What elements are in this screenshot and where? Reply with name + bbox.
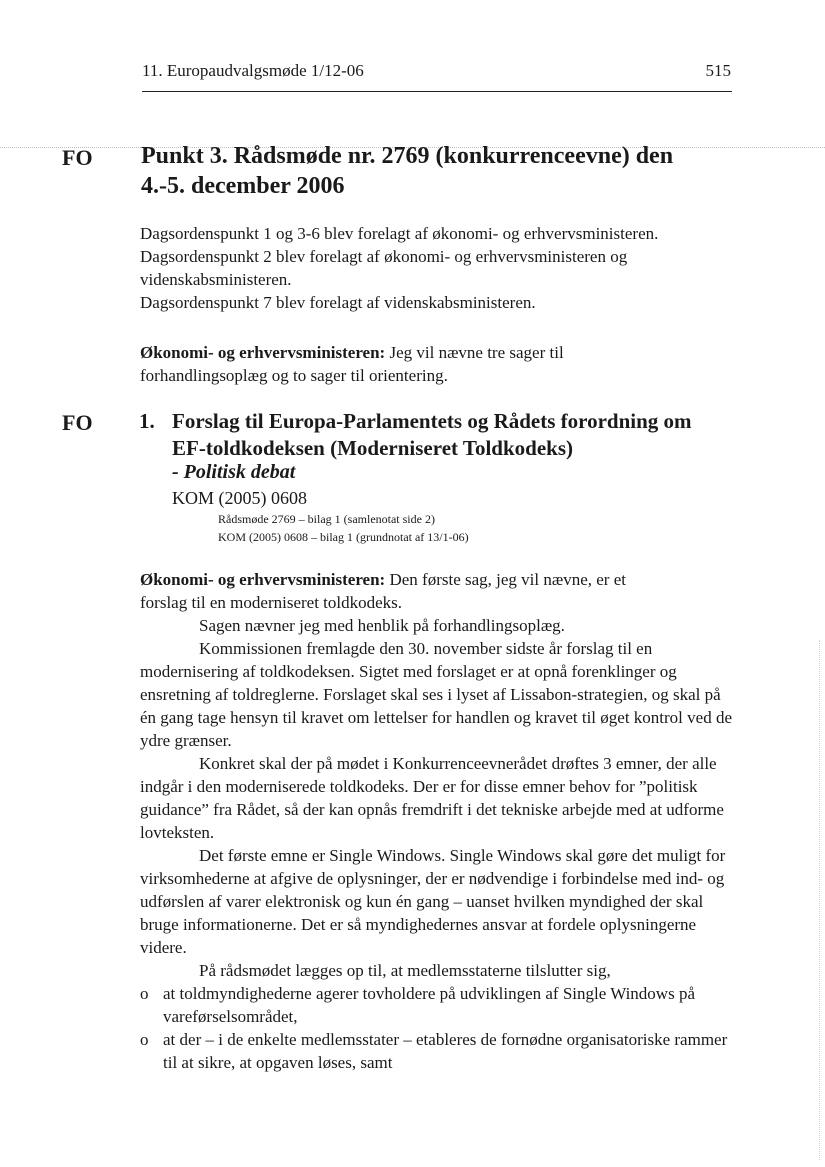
- header-rule: [142, 91, 732, 92]
- speaker-name: Økonomi- og erhvervsministeren:: [140, 343, 386, 362]
- document-reference: KOM (2005) 0608 – bilag 1 (grundnotat af 13/1-06): [218, 530, 469, 544]
- speech-paragraph: Sagen nævner jeg med henblik på forhandlingsoplæg.: [199, 616, 565, 635]
- document-reference: Rådsmøde 2769 – bilag 1 (samlenotat side 2): [218, 512, 435, 526]
- section-heading: [141, 141, 741, 201]
- agenda-item-number: 1.: [139, 409, 155, 433]
- bullet-text: at toldmyndighederne agerer tovholdere på udviklingen af Single Windows på vareførselsområdet,: [163, 984, 695, 1026]
- speech-paragraph: Konkret skal der på mødet i Konkurrenceevnerådet drøftes 3 emner, der alle indgår i den moderniserede toldkodeks. Der er for disse emner behov for ”politisk guidance” fra Rådet, så der kan opnås fremdrift i det tekniske arbejde med at udforme lovteksten.: [140, 754, 724, 842]
- page-number: 515: [705, 61, 731, 80]
- intro-paragraph: [140, 222, 735, 314]
- speech-paragraph: Det første emne er Single Windows. Single Windows skal gøre det muligt for virksomhederne at afgive de oplysninger, der er nødvendige i forbindelse med ind- og udførslen af varer elektronisk og kun én gang – uanset hvilken myndighed der skal bruge informationerne. Det er så myndighedernes ansvar at fordele oplysningerne videre.: [140, 846, 726, 957]
- agenda-title-line: Forslag til Europa-Parlamentets og Rådets forordning om: [172, 409, 692, 433]
- running-title: 11. Europaudvalgsmøde 1/12-06: [142, 61, 364, 80]
- bullet-mark: o: [140, 1030, 149, 1049]
- bullet-mark: o: [140, 984, 149, 1003]
- agenda-item-title: [172, 408, 732, 462]
- section-heading-line: 4.-5. december 2006: [141, 173, 345, 199]
- speech-paragraph: Kommissionen fremlagde den 30. november sidste år forslag til en modernisering af toldkodeksen. Sigtet med forslaget er at opnå forenklinger og ensretning af toldreglerne. Forslaget skal ses i lyset af Lissabon-strategien, og skal på én gang tage hensyn til kravet om lettelser for handlen og kravet til øget kontrol ved de ydre grænser.: [140, 639, 732, 750]
- speech-text: Den første sag, jeg vil nævne, er et: [385, 570, 626, 589]
- agenda-item-subtitle: - Politisk debat: [172, 461, 296, 483]
- margin-label-fo: FO: [62, 410, 93, 435]
- intro-line: videnskabsministeren.: [140, 270, 292, 289]
- intro-line: Dagsordenspunkt 1 og 3-6 blev forelagt af økonomi- og erhvervsministeren.: [140, 224, 659, 243]
- speaker-name: Økonomi- og erhvervsministeren:: [140, 570, 386, 589]
- kom-reference: KOM (2005) 0608: [172, 488, 307, 508]
- statement-line: [140, 341, 735, 364]
- statement-text: Jeg vil nævne tre sager til: [385, 343, 564, 362]
- speaker-statement: [140, 341, 735, 387]
- margin-label-fo: FO: [62, 145, 93, 170]
- speech-line: forslag til en moderniseret toldkodeks.: [140, 593, 403, 612]
- agenda-title-line: EF-toldkodeksen (Moderniseret Toldkodeks): [172, 436, 573, 460]
- intro-line: Dagsordenspunkt 7 blev forelagt af videnskabsministeren.: [140, 293, 536, 312]
- statement-line: forhandlingsoplæg og to sager til orientering.: [140, 366, 448, 385]
- speech-body: [140, 568, 735, 982]
- speech-line: [140, 568, 735, 591]
- intro-line: Dagsordenspunkt 2 blev forelagt af økonomi- og erhvervsministeren og: [140, 247, 628, 266]
- speech-paragraph: På rådsmødet lægges op til, at medlemsstaterne tilslutter sig,: [199, 961, 611, 980]
- scan-edge-line: [819, 640, 820, 1160]
- bullet-text: at der – i de enkelte medlemsstater – etableres de fornødne organisatoriske rammer til at sikre, at opgaven løses, samt: [163, 1030, 728, 1072]
- section-heading-line: Punkt 3. Rådsmøde nr. 2769 (konkurrenceevne) den: [141, 143, 674, 169]
